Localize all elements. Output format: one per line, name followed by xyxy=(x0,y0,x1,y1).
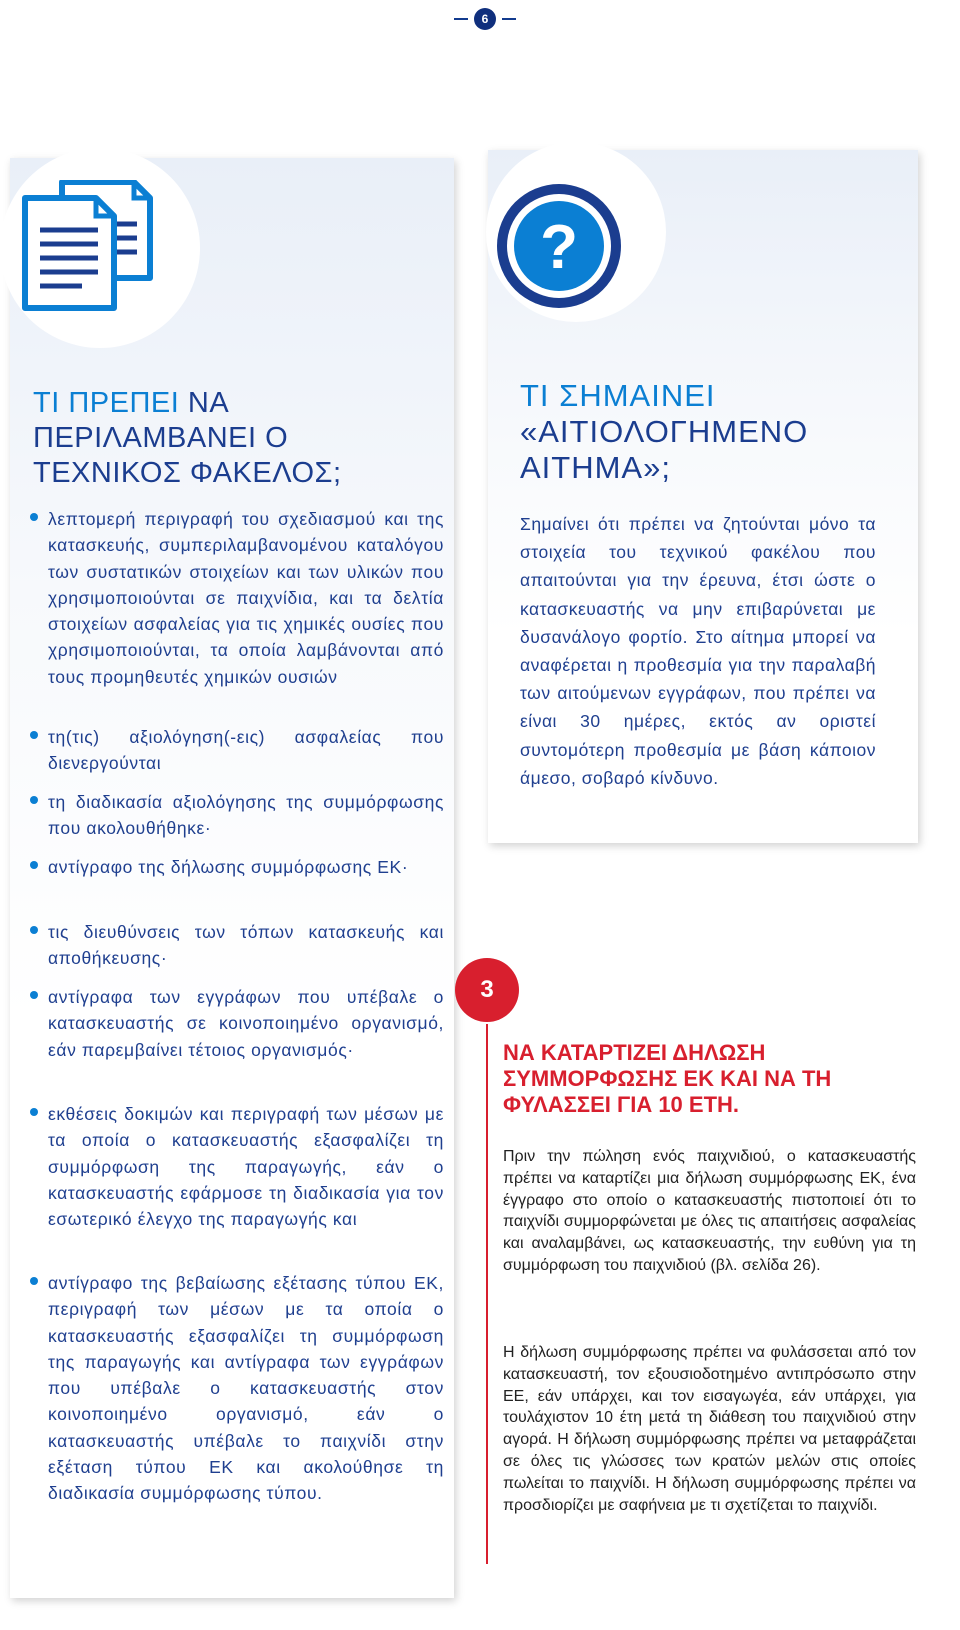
list-item-text: λεπτομερή περιγραφή του σχεδιασμού και της κατασκευής, συμπεριλαμβανομένου καταλόγου των συστατικών στοιχείων και των υλικών που χρησιμοποιούνται σε παιχνίδια, και τα δελτία στοιχείων ασφαλείας για τις χημικές ουσίες που χρησιμοποιούνται, τα οποία λαμβάνονται από τους προμηθευτές χημικών ουσιών xyxy=(48,509,444,687)
list-item-text: αντίγραφο της δήλωσης συμμόρφωσης ΕΚ· xyxy=(48,857,409,877)
justified-request-title xyxy=(520,378,910,486)
page-number-badge: 6 xyxy=(474,8,496,30)
bullet-icon xyxy=(30,731,38,739)
bullet-icon xyxy=(30,926,38,934)
technical-file-title xyxy=(33,386,443,491)
bullet-icon xyxy=(30,513,38,521)
title-rest: ΝΑ ΠΕΡΙΛΑΜΒΑΝΕΙ Ο ΤΕΧΝΙΚΟΣ ΦΑΚΕΛΟΣ; xyxy=(33,387,342,489)
section-number-badge: 3 xyxy=(455,958,519,1022)
page-number xyxy=(472,6,498,32)
divider xyxy=(454,18,468,20)
list-item-text: τη διαδικασία αξιολόγησης της συμμόρφωσης που ακολουθήθηκε· xyxy=(48,792,444,839)
bullet-icon xyxy=(30,796,38,804)
section-title: ΝΑ ΚΑΤΑΡΤΙΖΕΙ ΔΗΛΩΣΗ ΣΥΜΜΟΡΦΩΣΗΣ ΕΚ ΚΑΙ ΝΑ ΤΗ ΦΥΛΑΣΣΕΙ ΓΙΑ 10 ΕΤΗ. xyxy=(503,1040,832,1117)
list-item-text: τις διευθύνσεις των τόπων κατασκευής και αποθήκευσης· xyxy=(48,922,444,969)
title-highlight: ΤΙ ΠΡΕΠΕΙ xyxy=(33,387,180,419)
divider xyxy=(502,18,516,20)
bullet-icon xyxy=(30,1277,38,1285)
list-item-text: εκθέσεις δοκιμών και περιγραφή των μέσων με τα οποία ο κατασκευαστής εξασφαλίζει τη συμμόρφωση της παραγωγής, εάν ο κατασκευαστής εφάρμοσε τη διαδικασία για τον εσωτερικό έλεγχο της παραγωγής και xyxy=(48,1104,444,1230)
section-paragraph: Η δήλωση συμμόρφωσης πρέπει να φυλάσσεται από τον κατασκευαστή, τον εξουσιοδοτημένο αντιπρόσωπο στην ΕΕ, εάν υπάρχει, και τον εισαγωγέα, εάν υπάρχει, για τουλάχιστον 10 έτη μετά τη διάθεση του παιχνιδιού στην αγορά. Η δήλωση συμμόρφωσης πρέπει να μεταφράζεται σε όλες τις γλώσσες των κρατών μελών στις οποίες πωλείται το παιχνίδι. Η δήλωση συμμόρφωσης πρέπει να προσδιορίζει με σαφήνεια με τι σχετίζεται το παιχνίδι. xyxy=(503,1344,916,1514)
question-mark-icon xyxy=(495,182,623,310)
title-line: ΤΙ ΣΗΜΑΙΝΕΙ xyxy=(520,378,716,413)
section-divider-line xyxy=(486,1024,488,1564)
bullet-icon xyxy=(30,861,38,869)
section-paragraph: Πριν την πώληση ενός παιχνιδιού, ο κατασκευαστής πρέπει να καταρτίζει μια δήλωση συμμόρφωσης ΕΚ, ένα έγγραφο στο οποίο ο κατασκευαστής πιστοποιεί ότι το παιχνίδι συμμορφώνεται με όλες τις απαιτήσεις ασφαλείας και αναλαμβάνει, ως κατασκευαστής, την ευθύνη για τη συμμόρφωση του παιχνιδιού (βλ. σελίδα 26). xyxy=(503,1148,916,1274)
title-line: ΑΙΤΗΜΑ»; xyxy=(520,450,671,485)
list-item-text: τη(τις) αξιολόγηση(-εις) ασφαλείας που διενεργούνται xyxy=(48,727,444,774)
svg-text:?: ? xyxy=(540,213,578,282)
title-line: «ΑΙΤΙΟΛΟΓΗΜΕΝΟ xyxy=(520,414,809,449)
justified-request-body: Σημαίνει ότι πρέπει να ζητούνται μόνο τα στοιχεία του τεχνικού φακέλου που απαιτούνται για την έρευνα, έτσι ώστε ο κατασκευαστής να μην επιβαρύνεται με δυσανάλογο φορτίο. Στο αίτημα μπορεί να αναφέρεται η προθεσμία για την παραλαβή των αιτούμενων εγγράφων, που πρέπει να είναι 30 ημέρες, εκτός αν οριστεί συντομότερη προθεσμία με βάση κάποιον άμεσο, σοβαρό κίνδυνο. xyxy=(520,514,876,788)
bullet-icon xyxy=(30,991,38,999)
list-item-text: αντίγραφο της βεβαίωσης εξέτασης τύπου ΕΚ, περιγραφή των μέσων με τα οποία ο κατασκευαστής εξασφαλίζει τη συμμόρφωση της παραγωγής και αντίγραφα των εγγράφων που υπέβαλε ο κατασκευαστής στον κοινοποιημένο οργανισμό, εάν ο κατασκευαστής υπέβαλε το παιχνίδι στην εξέταση τύπου ΕΚ και ακολούθησε τη διαδικασία συμμόρφωσης τύπου. xyxy=(48,1273,444,1504)
documents-icon xyxy=(22,180,162,315)
list-item-text: αντίγραφα των εγγράφων που υπέβαλε ο κατασκευαστής σε κοινοποιημένο οργανισμό, εάν παρεμβαίνει τέτοιος οργανισμός· xyxy=(48,987,444,1060)
bullet-icon xyxy=(30,1108,38,1116)
